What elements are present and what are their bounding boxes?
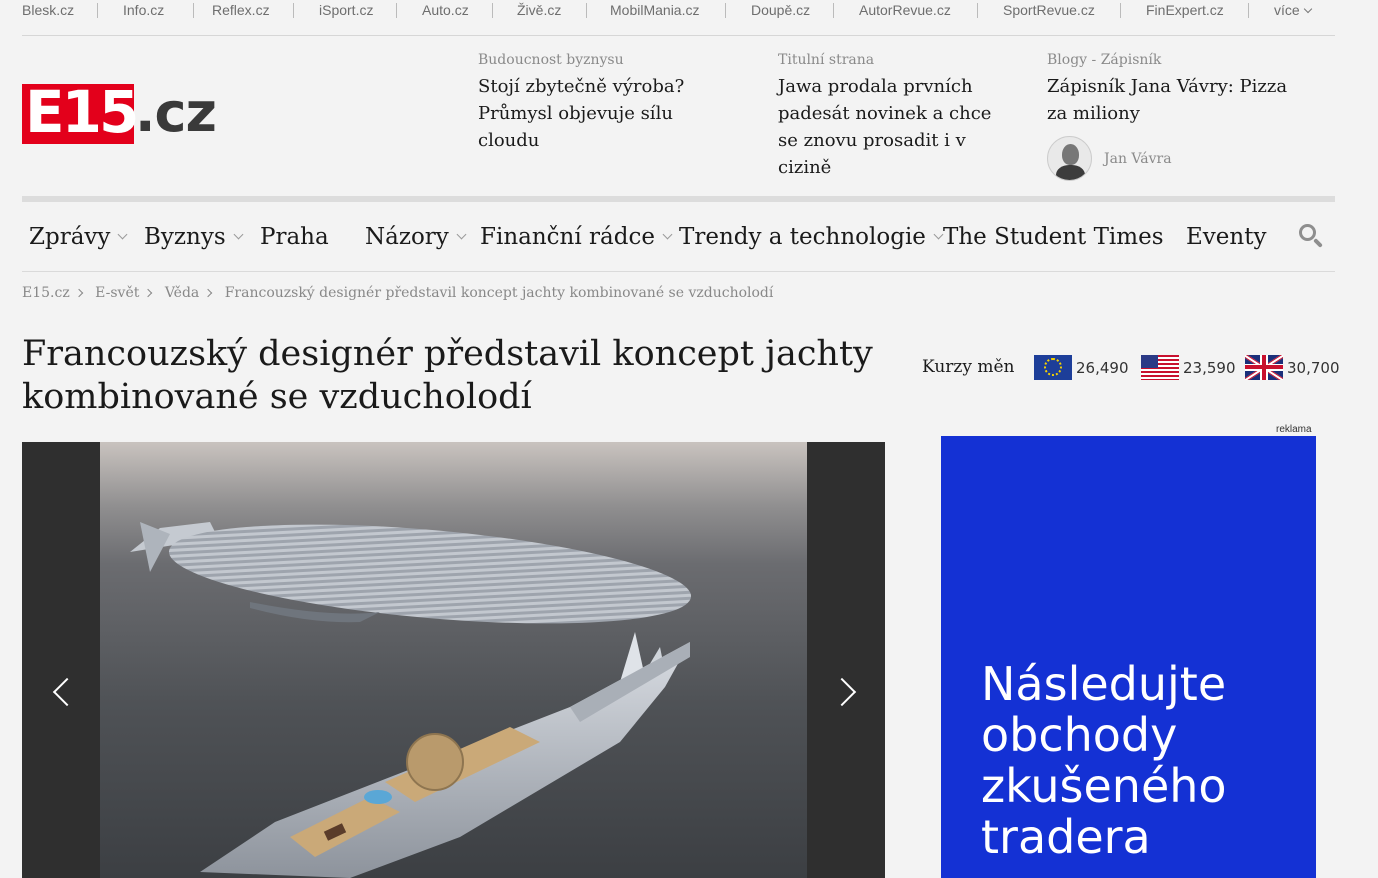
currency-rate-usd[interactable] bbox=[1141, 355, 1236, 380]
nav-label: Byznys bbox=[144, 224, 226, 250]
article-gallery[interactable] bbox=[22, 442, 885, 878]
ad-headline bbox=[981, 659, 1227, 863]
separator bbox=[193, 3, 194, 18]
header-teaser-blog[interactable] bbox=[1047, 52, 1297, 181]
more-dropdown[interactable] bbox=[1274, 2, 1311, 18]
nav-item-trendy[interactable] bbox=[679, 224, 942, 250]
blog-author[interactable] bbox=[1047, 136, 1297, 181]
network-link-reflex[interactable]: Reflex.cz bbox=[212, 2, 270, 18]
nav-label: Názory bbox=[365, 224, 449, 250]
network-bar bbox=[22, 0, 1335, 36]
gallery-next-arrow-icon[interactable] bbox=[828, 678, 856, 706]
ad-line: obchody bbox=[981, 708, 1178, 762]
yacht-airship-illustration bbox=[100, 442, 807, 878]
gallery-prev-arrow-icon[interactable] bbox=[53, 678, 81, 706]
search-icon[interactable] bbox=[1299, 224, 1325, 250]
ad-label: reklama bbox=[1276, 424, 1312, 435]
nav-label: The Student Times bbox=[943, 224, 1164, 250]
chevron-down-icon bbox=[662, 230, 672, 240]
ad-line: zkušeného bbox=[981, 759, 1227, 813]
nav-label: Praha bbox=[260, 224, 329, 250]
separator bbox=[1248, 3, 1249, 18]
teaser-title[interactable]: Jawa prodala prvních padesát novinek a chce se znovu prosadit i v cizině bbox=[778, 76, 992, 178]
nav-label: Finanční rádce bbox=[480, 224, 655, 250]
separator bbox=[833, 3, 834, 18]
logo-domain: .cz bbox=[135, 81, 216, 144]
network-link-autorrevue[interactable]: AutorRevue.cz bbox=[859, 2, 951, 18]
nav-item-eventy[interactable] bbox=[1186, 224, 1266, 250]
separator bbox=[586, 3, 587, 18]
nav-item-student-times[interactable] bbox=[943, 224, 1164, 250]
network-link-finexpert[interactable]: FinExpert.cz bbox=[1146, 2, 1224, 18]
currency-rate-gbp[interactable] bbox=[1245, 355, 1340, 380]
chevron-down-icon bbox=[118, 230, 128, 240]
nav-item-praha[interactable] bbox=[260, 224, 329, 250]
avatar bbox=[1047, 136, 1092, 181]
network-link-isport[interactable]: iSport.cz bbox=[319, 2, 374, 18]
nav-item-zpravy[interactable] bbox=[29, 224, 126, 250]
teaser-category[interactable]: Budoucnost byznysu bbox=[478, 52, 624, 68]
breadcrumb-item[interactable]: E-svět bbox=[95, 285, 140, 301]
network-link-doupe[interactable]: Doupě.cz bbox=[751, 2, 811, 18]
chevron-right-icon bbox=[144, 289, 152, 297]
currency-value: 23,590 bbox=[1183, 358, 1236, 377]
network-link-sportrevue[interactable]: SportRevue.cz bbox=[1003, 2, 1095, 18]
currency-rate-eur[interactable] bbox=[1034, 355, 1129, 380]
nav-item-financni-radce[interactable] bbox=[480, 224, 671, 250]
author-name[interactable]: Jan Vávra bbox=[1104, 150, 1172, 167]
nav-item-byznys[interactable] bbox=[144, 224, 242, 250]
chevron-right-icon bbox=[204, 289, 212, 297]
logo-mark-box bbox=[22, 78, 137, 146]
gallery-photo bbox=[100, 442, 807, 878]
breadcrumb-item[interactable]: E15.cz bbox=[22, 285, 70, 301]
gb-flag-icon bbox=[1245, 355, 1283, 380]
chevron-right-icon bbox=[74, 289, 82, 297]
nav-label: Eventy bbox=[1186, 224, 1267, 250]
nav-label: Trendy a technologie bbox=[679, 224, 926, 250]
nav-label: Zprávy bbox=[29, 224, 111, 250]
separator bbox=[97, 3, 98, 18]
chevron-down-icon bbox=[933, 230, 943, 240]
logo-mark: E15 bbox=[25, 78, 137, 146]
separator bbox=[1120, 3, 1121, 18]
eu-flag-icon bbox=[1034, 355, 1072, 380]
teaser-category[interactable]: Blogy - Zápisník bbox=[1047, 52, 1162, 68]
breadcrumb-current: Francouzský designér představil koncept jachty kombinované se vzducholodí bbox=[224, 285, 774, 301]
separator bbox=[977, 3, 978, 18]
chevron-down-icon bbox=[233, 230, 243, 240]
ad-line: tradera bbox=[981, 810, 1151, 864]
network-link-blesk[interactable]: Blesk.cz bbox=[22, 2, 75, 18]
article-title: Francouzský designér představil koncept jachty kombinované se vzducholodí bbox=[22, 334, 873, 417]
us-flag-icon bbox=[1141, 355, 1179, 380]
currency-value: 26,490 bbox=[1076, 358, 1129, 377]
network-link-zive[interactable]: Živě.cz bbox=[517, 2, 562, 18]
site-logo[interactable] bbox=[22, 78, 236, 146]
chevron-down-icon bbox=[1303, 5, 1311, 13]
network-link-auto[interactable]: Auto.cz bbox=[422, 2, 469, 18]
network-link-mobilmania[interactable]: MobilMania.cz bbox=[610, 2, 700, 18]
separator bbox=[396, 3, 397, 18]
header-teaser[interactable] bbox=[778, 52, 993, 181]
separator bbox=[725, 3, 726, 18]
teaser-title[interactable]: Stojí zbytečně výroba? Průmysl objevuje sílu cloudu bbox=[478, 76, 685, 151]
separator bbox=[293, 3, 294, 18]
teaser-category[interactable]: Titulní strana bbox=[778, 52, 875, 68]
header-teaser[interactable] bbox=[478, 52, 708, 154]
nav-item-nazory[interactable] bbox=[365, 224, 465, 250]
ad-line: Následujte bbox=[981, 657, 1227, 711]
currency-value: 30,700 bbox=[1287, 358, 1340, 377]
network-link-info[interactable]: Info.cz bbox=[123, 2, 165, 18]
chevron-down-icon bbox=[456, 230, 466, 240]
more-label: více bbox=[1274, 2, 1300, 18]
separator bbox=[492, 3, 493, 18]
breadcrumb-item[interactable]: Věda bbox=[164, 285, 200, 301]
teaser-title[interactable]: Zápisník Jana Vávry: Pizza za miliony bbox=[1047, 76, 1288, 124]
currency-title: Kurzy měn bbox=[922, 357, 1015, 377]
main-nav bbox=[22, 202, 1335, 272]
advertisement-banner[interactable] bbox=[941, 436, 1316, 878]
breadcrumb bbox=[22, 285, 773, 301]
